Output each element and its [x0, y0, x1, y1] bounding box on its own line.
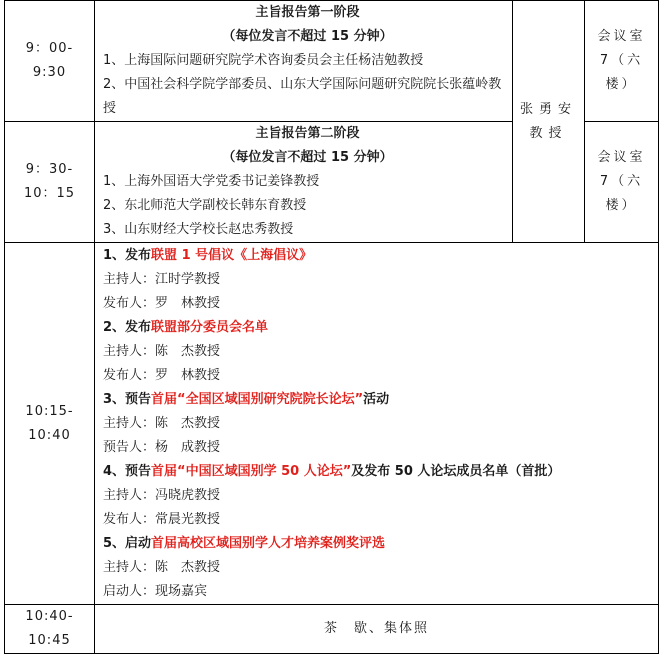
heading-prefix: 3、预告: [103, 391, 152, 407]
agenda-heading: [103, 316, 658, 340]
session-row-break: [5, 605, 659, 654]
time-start: 10:40-: [25, 609, 74, 624]
time-cell: [5, 122, 95, 243]
heading-suffix: 活动: [363, 391, 390, 407]
session-row-keynote-1: [5, 1, 659, 122]
agenda-heading: [103, 532, 658, 556]
agenda-heading: [103, 460, 658, 484]
heading-prefix: 1、发布: [103, 247, 152, 263]
agenda-line: 主持人：陈 杰教授: [103, 415, 221, 431]
time-cell: [5, 243, 95, 605]
speaker-item: 1、上海外国语大学党委书记姜锋教授: [103, 174, 320, 189]
agenda-line: 启动人：现场嘉宾: [103, 583, 208, 599]
content-cell: [95, 122, 513, 243]
room-name: 会议室 7（六楼）: [597, 29, 646, 92]
time-start: 9：30-: [25, 162, 74, 177]
session-subtitle: （每位发言不超过 15 分钟）: [222, 150, 393, 165]
session-title: 主旨报告第二阶段: [255, 126, 360, 141]
session-title: 主旨报告第一阶段: [255, 5, 360, 20]
break-text: 茶 歇、集体照: [323, 621, 429, 636]
speaker-item: 1、上海国际问题研究院学术咨询委员会主任杨洁勉教授: [103, 53, 424, 68]
heading-highlight: 联盟 1 号倡议《上海倡议》: [151, 247, 313, 263]
host-name: 张勇安教授: [519, 101, 577, 141]
speaker-item: 2、东北师范大学副校长韩东育教授: [103, 198, 307, 213]
room-cell: [585, 122, 659, 243]
speaker-item: 2、中国社会科学院学部委员、山东大学国际问题研究院院长张蕴岭教授: [103, 77, 502, 116]
time-end: 9:30: [32, 65, 67, 80]
session-subtitle: （每位发言不超过 15 分钟）: [222, 29, 393, 44]
content-cell: [95, 243, 659, 605]
heading-prefix: 2、发布: [103, 319, 152, 335]
heading-prefix: 5、启动: [103, 535, 152, 551]
time-end: 10:40: [28, 427, 71, 443]
heading-highlight: 联盟部分委员会名单: [151, 319, 269, 335]
break-cell: [95, 605, 659, 654]
agenda-heading: [103, 388, 658, 412]
time-start: 9：00-: [25, 41, 74, 56]
heading-highlight: 首届“中国区域国别学 50 人论坛”: [151, 463, 352, 479]
time-start: 10:15-: [25, 403, 74, 419]
room-cell: [585, 1, 659, 122]
agenda-line: 发布人：常晨光教授: [103, 511, 221, 527]
agenda-line: 主持人：冯晓虎教授: [103, 487, 221, 503]
agenda-line: 主持人：陈 杰教授: [103, 559, 221, 575]
heading-prefix: 4、预告: [103, 463, 152, 479]
time-cell: [5, 1, 95, 122]
content-cell: [95, 1, 513, 122]
agenda-line: 主持人：陈 杰教授: [103, 343, 221, 359]
time-end: 10:45: [28, 633, 71, 648]
room-name: 会议室 7（六楼）: [597, 150, 646, 213]
speaker-item: 3、山东财经大学校长赵忠秀教授: [103, 222, 294, 237]
session-row-releases: [5, 243, 659, 605]
heading-highlight: 首届“全国区域国别研究院院长论坛”: [151, 391, 364, 407]
agenda-line: 预告人：杨 成教授: [103, 439, 221, 455]
time-cell: [5, 605, 95, 654]
agenda-line: 主持人：江时学教授: [103, 271, 221, 287]
agenda-line: 发布人：罗 林教授: [103, 295, 221, 311]
schedule-table: [4, 0, 659, 654]
agenda-line: 发布人：罗 林教授: [103, 367, 221, 383]
agenda-heading: [103, 244, 658, 268]
heading-highlight: 首届高校区域国别学人才培养案例奖评选: [151, 535, 386, 551]
heading-suffix: 及发布 50 人论坛成员名单（首批）: [351, 463, 561, 479]
host-cell: [513, 1, 585, 243]
time-end: 10：15: [23, 186, 76, 201]
